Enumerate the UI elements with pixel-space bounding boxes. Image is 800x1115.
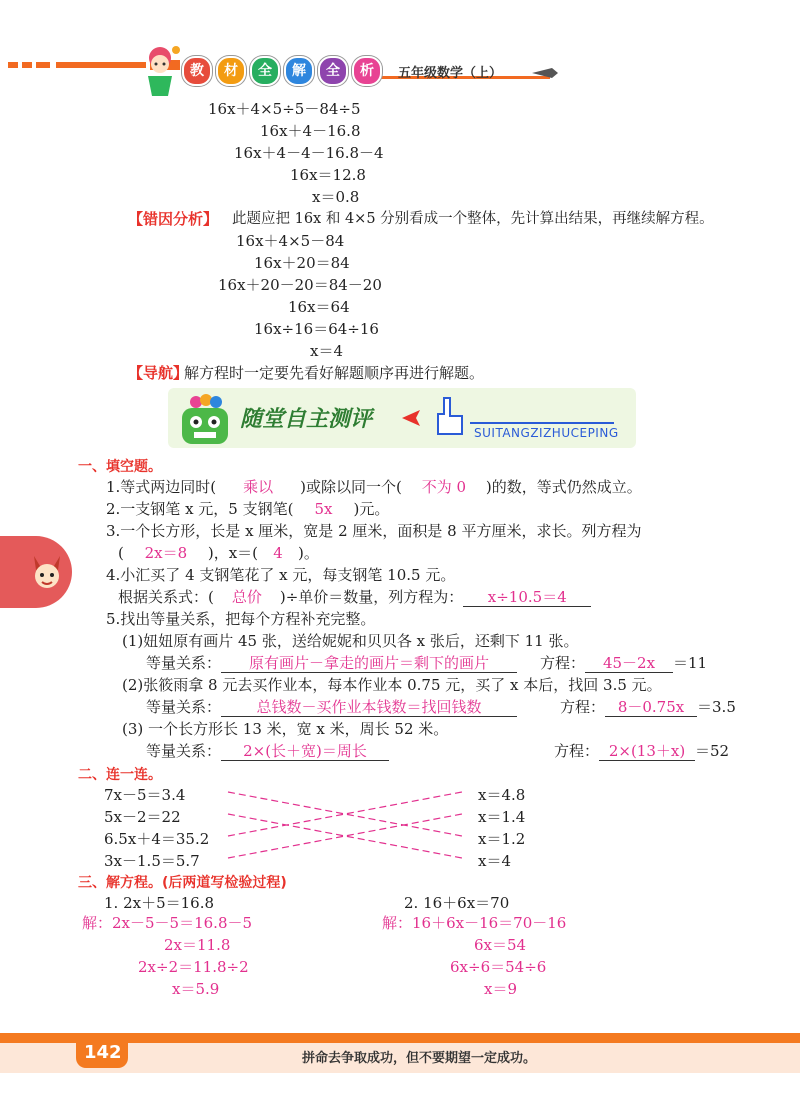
section1-title: 一、填空题。	[78, 459, 162, 475]
match-left-item: 3x－1.5＝5.7	[104, 852, 200, 870]
q3-text: )，x＝(	[207, 544, 259, 562]
solve-step: 2x＝11.8	[164, 936, 231, 954]
header-pill: 全	[318, 56, 348, 86]
q5-part2-equation	[560, 698, 736, 717]
match-right-item: x＝4	[478, 852, 512, 870]
header-pill: 析	[352, 56, 382, 86]
match-left-item: 7x－5＝3.4	[104, 786, 186, 804]
header-dash	[22, 62, 32, 68]
question-1	[106, 478, 642, 496]
q3-answer-2: 4	[273, 544, 283, 562]
relation-label: 等量关系：	[146, 654, 222, 672]
question-4: 4.小汇买了 4 支钢笔花了 x 元，每支钢笔 10.5 元。	[106, 566, 456, 584]
banner-pinyin: SUITANGZIZHUCEPING	[474, 426, 619, 440]
equation-tail: ＝11	[673, 654, 708, 672]
header-dash	[56, 62, 146, 68]
cartoon-face-icon	[30, 552, 64, 592]
relation-label: 等量关系：	[146, 742, 222, 760]
q4-answer-1: 总价	[231, 588, 262, 606]
equation-label: 方程：	[560, 698, 606, 716]
q5-p1-equation-answer: 45－2x	[585, 654, 673, 673]
match-lines	[226, 786, 466, 866]
relation-label: 等量关系：	[146, 698, 222, 716]
match-right-item: x＝4.8	[478, 786, 526, 804]
q5-part3-relation	[146, 742, 389, 761]
math-line: x＝4	[310, 342, 344, 360]
match-left-item: 6.5x＋4＝35.2	[104, 830, 210, 848]
q5-part1-equation	[540, 654, 707, 673]
match-right-item: x＝1.4	[478, 808, 526, 826]
q5-p3-relation-answer: 2×(长＋宽)＝周长	[221, 742, 389, 761]
q5-p2-equation-answer: 8－0.75x	[605, 698, 697, 717]
question-5: 5.找出等量关系，把每个方程补充完整。	[106, 610, 376, 628]
header-pill: 全	[250, 56, 280, 86]
pencil-icon	[532, 66, 560, 80]
solve-step: 解：2x－5－5＝16.8－5	[82, 914, 253, 932]
solve-step: 2x÷2＝11.8÷2	[138, 958, 249, 976]
q1-answer-1: 乘以	[243, 478, 274, 496]
header-dash	[36, 62, 50, 68]
match-left-item: 5x－2＝22	[104, 808, 181, 826]
equation-tail: ＝52	[695, 742, 730, 760]
math-line: 16x÷16＝64÷16	[254, 320, 379, 338]
math-line: x＝0.8	[312, 188, 360, 206]
solve-problem-1: 1. 2x＋5＝16.8	[104, 894, 215, 912]
pointing-hand-icon	[430, 394, 470, 440]
math-line: 16x＋4×5－84	[236, 232, 345, 250]
q5-p2-relation-answer: 总钱数－买作业本钱数＝找回钱数	[221, 698, 517, 717]
page-number: 142	[84, 1042, 122, 1063]
q2-text: 2.一支钢笔 x 元，5 支钢笔(	[106, 500, 294, 518]
q3-text: (	[118, 544, 124, 562]
equation-label: 方程：	[554, 742, 600, 760]
header-pill: 解	[284, 56, 314, 86]
q1-text: )或除以同一个(	[300, 478, 402, 496]
solve-step: 解：16＋6x－16＝70－16	[382, 914, 567, 932]
header-pill: 教	[182, 56, 212, 86]
math-line: 16x＝64	[288, 298, 350, 316]
footer-motto: 拼命去争取成功，但不要期望一定成功。	[302, 1051, 537, 1066]
q5-part2-relation	[146, 698, 517, 717]
mascot-girl-icon	[138, 42, 184, 98]
green-monster-icon	[172, 392, 236, 448]
solve-step: 6x÷6＝54÷6	[450, 958, 547, 976]
q5-p1-relation-answer: 原有画片－拿走的画片＝剩下的画片	[221, 654, 517, 673]
q5-part1-relation	[146, 654, 517, 673]
q4-text: 根据关系式：(	[118, 588, 214, 606]
q1-text: )的数，等式仍然成立。	[485, 478, 642, 496]
section3-title: 三、解方程。(后两道写检验过程)	[78, 875, 287, 891]
math-line: 16x＋4－16.8	[260, 122, 361, 140]
question-3: 3.一个长方形，长是 x 厘米，宽是 2 厘米，面积是 8 平方厘米，求长。列方程为	[106, 522, 642, 540]
equation-label: 方程：	[540, 654, 586, 672]
solve-step: x＝5.9	[172, 980, 220, 998]
equation-tail: ＝3.5	[697, 698, 736, 716]
q5-part1: (1)妞妞原有画片 45 张，送给妮妮和贝贝各 x 张后，还剩下 11 张。	[122, 632, 579, 650]
guide-label: 【导航】	[128, 364, 189, 382]
q3-text: )。	[298, 544, 319, 562]
q2-answer: 5x	[314, 500, 333, 518]
q3-answer-1: 2x＝8	[144, 544, 188, 562]
header-dash	[8, 62, 18, 68]
header-pills	[182, 56, 386, 86]
solve-problem-2: 2. 16＋6x＝70	[404, 894, 510, 912]
math-line: 16x＝12.8	[290, 166, 366, 184]
math-line: 16x＋20＝84	[254, 254, 350, 272]
side-tab	[0, 536, 72, 608]
question-3-answer-line	[118, 544, 319, 562]
banner-title: 随堂自主测评	[240, 407, 373, 432]
q5-part3: (3) 一个长方形长 13 米，宽 x 米，周长 52 米。	[122, 720, 449, 738]
q4-text: )÷单价＝数量，列方程为：	[279, 588, 464, 606]
solve-step: x＝9	[484, 980, 518, 998]
question-2	[106, 500, 389, 518]
header-subtitle: 五年级数学（上）	[398, 66, 503, 81]
q1-answer-2: 不为 0	[421, 478, 467, 496]
section2-title: 二、连一连。	[78, 767, 162, 783]
q4-answer-2: x÷10.5＝4	[463, 588, 591, 607]
q5-p3-equation-answer: 2×(13＋x)	[599, 742, 695, 761]
q1-text: 1.等式两边同时(	[106, 478, 217, 496]
section-banner	[168, 388, 636, 448]
question-4-relation	[118, 588, 591, 607]
math-line: 16x＋4×5÷5－84÷5	[208, 100, 361, 118]
math-line: 16x＋4－4－16.8－4	[234, 144, 384, 162]
analysis-text: 此题应把 16x 和 4×5 分别看成一个整体，先计算出结果，再继续解方程。	[232, 211, 714, 227]
q5-part3-equation	[554, 742, 729, 761]
solve-step: 6x＝54	[474, 936, 527, 954]
q5-part2: (2)张筱雨拿 8 元去买作业本，每本作业本 0.75 元，买了 x 本后，找回 3.5 元。	[122, 676, 662, 694]
analysis-label: 【错因分析】	[128, 210, 219, 228]
q2-text: )元。	[353, 500, 390, 518]
match-right-item: x＝1.2	[478, 830, 526, 848]
header-pill: 材	[216, 56, 246, 86]
math-line: 16x＋20－20＝84－20	[218, 276, 382, 294]
guide-text: 解方程时一定要先看好解题顺序再进行解题。	[184, 364, 485, 382]
